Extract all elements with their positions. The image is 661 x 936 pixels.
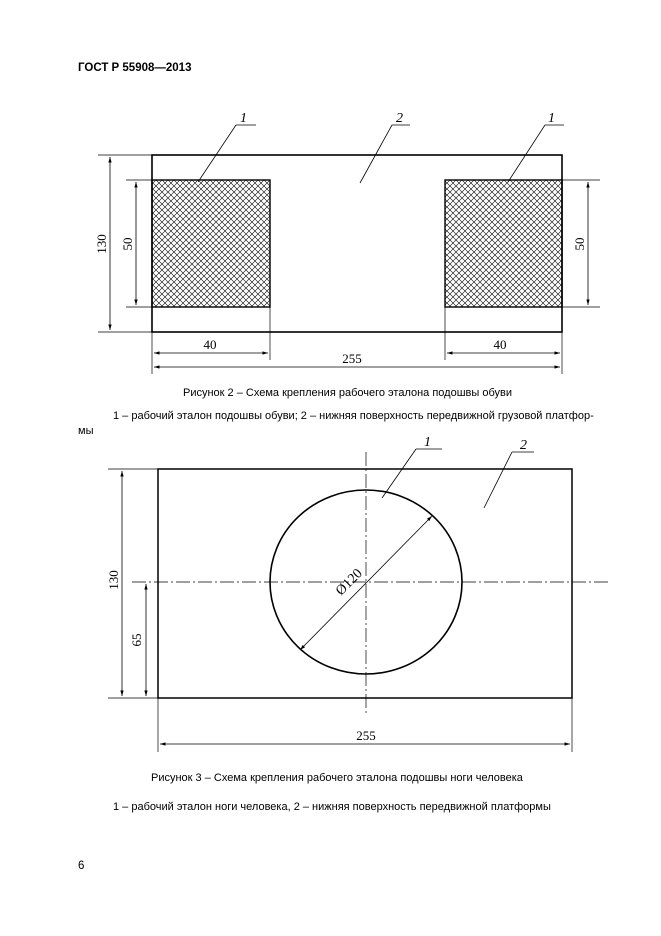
figure-2-legend-line-1: 1 – рабочий эталон подошвы обуви; 2 – нижняя поверхность передвижной грузовой платфор- xyxy=(113,410,594,422)
figure-3-caption: Рисунок 3 – Схема крепления рабочего эталона подошвы ноги человека xyxy=(151,772,523,784)
shoe-sole-pad-left xyxy=(152,180,270,307)
dimension-130-label: 130 xyxy=(94,234,109,254)
diameter-label: Ø120 xyxy=(333,566,366,599)
document-header: ГОСТ Р 55908—2013 xyxy=(78,62,192,74)
callout-1-right: 1 xyxy=(548,111,555,126)
figure-3-drawing xyxy=(106,435,610,752)
figure-3-legend: 1 – рабочий эталон ноги человека, 2 – нижняя поверхность передвижной платформы xyxy=(113,801,551,813)
figure-2-legend-line-2: мы xyxy=(78,425,94,437)
callout-2: 2 xyxy=(396,111,403,126)
callout-1-fig3: 1 xyxy=(424,435,431,450)
page-number: 6 xyxy=(78,860,85,872)
callout-2-fig3: 2 xyxy=(520,438,527,453)
shoe-sole-pad-right xyxy=(445,180,562,307)
dimension-40-right-label: 40 xyxy=(493,337,507,352)
dimension-50-right-label: 50 xyxy=(572,237,587,251)
dimension-50-left-label: 50 xyxy=(120,237,135,251)
callout-1-left: 1 xyxy=(240,111,247,126)
dimension-255-label-2: 255 xyxy=(356,728,376,743)
dimension-255-label: 255 xyxy=(342,351,362,366)
dimension-65-label: 65 xyxy=(129,633,144,647)
figure-2-drawing xyxy=(94,111,600,374)
figure-2-caption: Рисунок 2 – Схема крепления рабочего эталона подошвы обуви xyxy=(183,387,513,399)
dimension-40-left-label: 40 xyxy=(203,337,217,352)
dimension-130-label-2: 130 xyxy=(106,570,121,590)
